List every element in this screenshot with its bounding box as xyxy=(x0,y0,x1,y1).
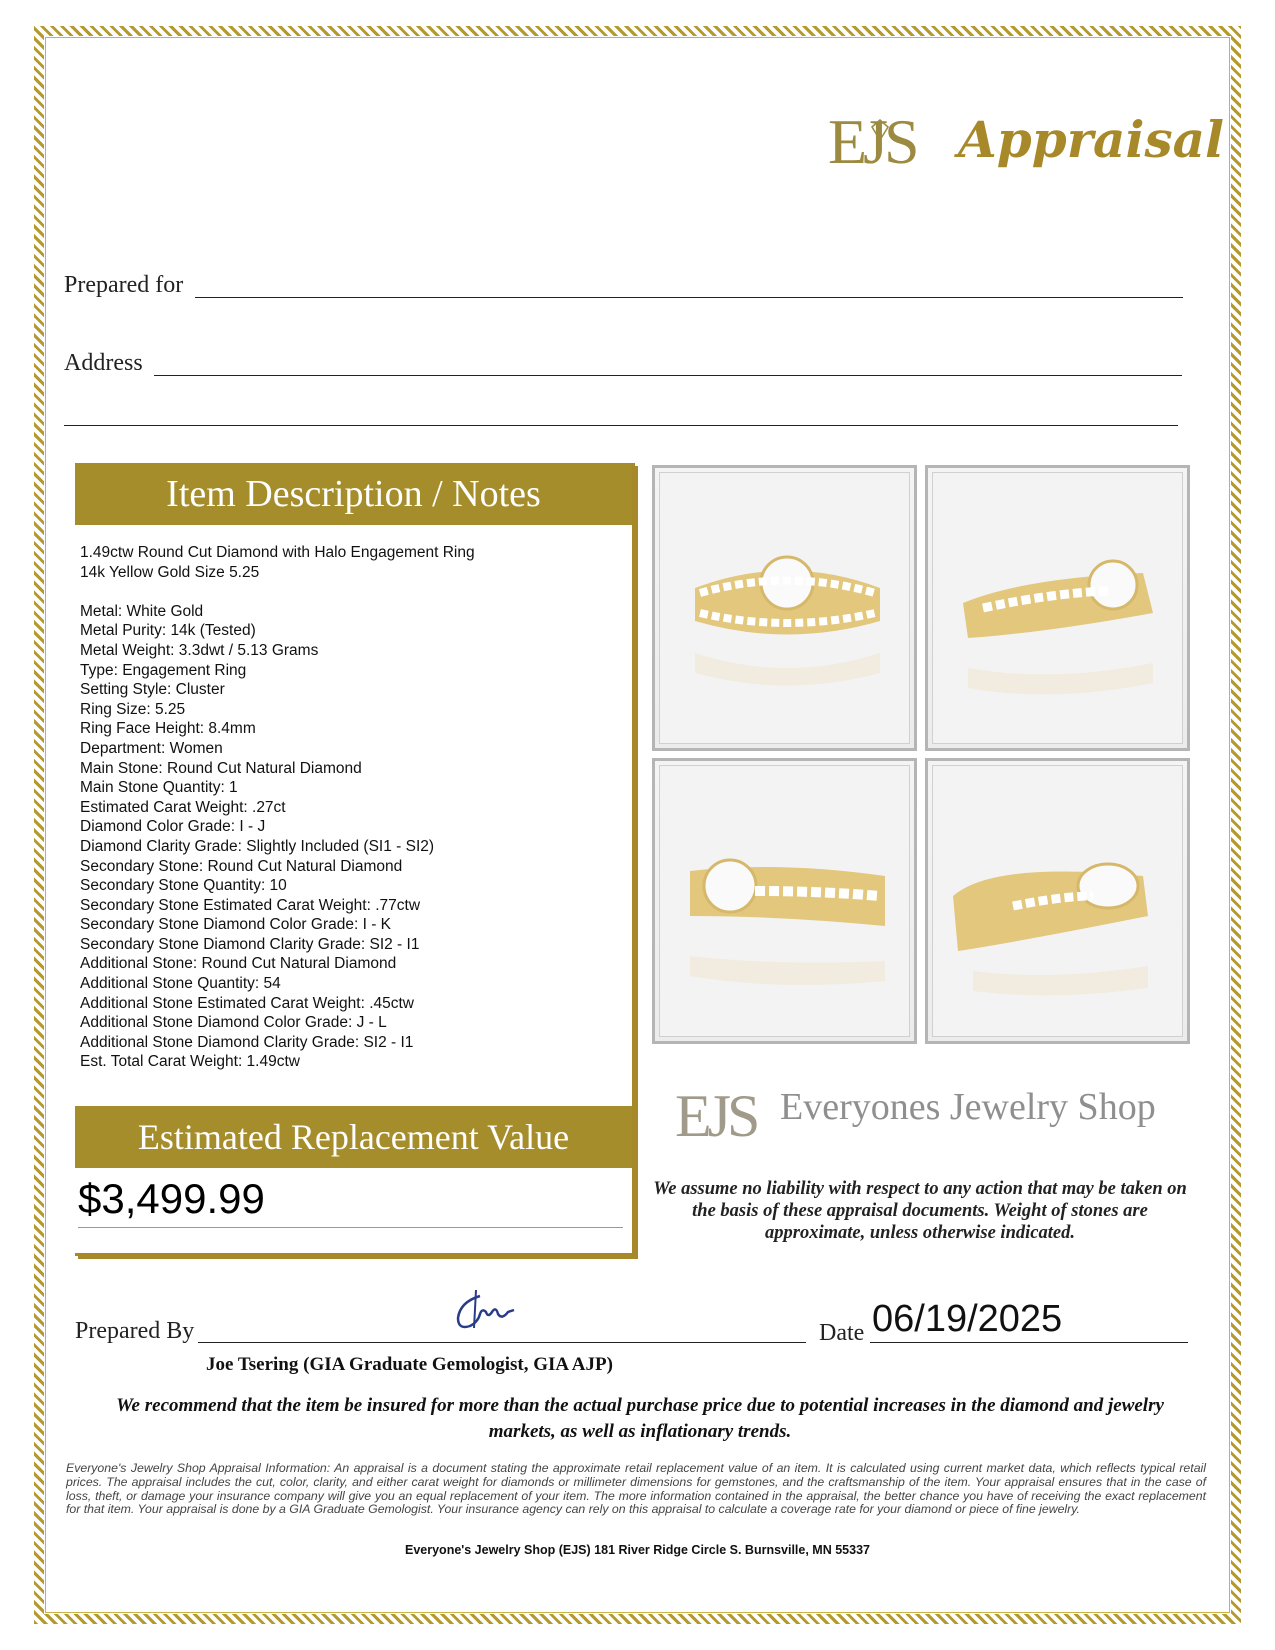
detail-line: Additional Stone Diamond Color Grade: J - L xyxy=(80,1014,387,1032)
prepared-for-label: Prepared for xyxy=(64,272,184,298)
detail-line: Est. Total Carat Weight: 1.49ctw xyxy=(80,1053,300,1071)
ring-image xyxy=(933,766,1188,1042)
value-underline xyxy=(78,1227,623,1228)
detail-line: Additional Stone Estimated Carat Weight: .45ctw xyxy=(80,994,414,1012)
detail-line: Metal Purity: 14k (Tested) xyxy=(80,622,256,640)
detail-line: Department: Women xyxy=(80,739,223,757)
ring-photo-side xyxy=(925,465,1190,751)
replacement-value-title: Estimated Replacement Value xyxy=(75,1106,632,1168)
detail-line: Type: Engagement Ring xyxy=(80,661,247,679)
detail-line: Estimated Carat Weight: .27ct xyxy=(80,798,286,816)
date-value: 06/19/2025 xyxy=(872,1298,1063,1340)
detail-line: Secondary Stone Diamond Clarity Grade: SI2 - I1 xyxy=(80,935,420,953)
ring-photo-angle xyxy=(652,758,917,1044)
detail-line: Main Stone Quantity: 1 xyxy=(80,779,238,797)
detail-line: Secondary Stone Diamond Color Grade: I - K xyxy=(80,916,392,934)
detail-line: Main Stone: Round Cut Natural Diamond xyxy=(80,759,362,777)
address-field-line-2[interactable] xyxy=(64,425,1178,426)
prepared-by-field[interactable] xyxy=(198,1342,806,1343)
ring-image xyxy=(660,766,915,1042)
detail-line: Additional Stone Quantity: 54 xyxy=(80,975,281,993)
item-description-title: Item Description / Notes xyxy=(75,463,632,525)
shop-logo: EJS xyxy=(675,1083,757,1149)
detail-line: Ring Size: 5.25 xyxy=(80,700,186,718)
item-details xyxy=(80,543,620,1072)
prepared-by-label: Prepared By xyxy=(75,1318,195,1344)
detail-line: Metal: White Gold xyxy=(80,602,204,620)
detail-line: Setting Style: Cluster xyxy=(80,681,225,699)
insurance-recommendation: We recommend that the item be insured for more than the actual purchase price due to potential increases in the diamond and jewelry markets, as well as inflationary trends. xyxy=(116,1395,1164,1442)
signature-icon xyxy=(450,1288,525,1336)
detail-line: Additional Stone: Round Cut Natural Diamond xyxy=(80,955,397,973)
detail-line: 14k Yellow Gold Size 5.25 xyxy=(80,563,260,581)
ring-photo-profile xyxy=(925,758,1190,1044)
replacement-value: $3,499.99 xyxy=(78,1175,265,1222)
prepared-for-field[interactable] xyxy=(195,297,1183,298)
detail-line xyxy=(80,582,620,602)
address-label: Address xyxy=(64,350,143,376)
ejs-logo: EJS xyxy=(828,106,916,177)
detail-line: Ring Face Height: 8.4mm xyxy=(80,720,256,738)
detail-line: 1.49ctw Round Cut Diamond with Halo Engagement Ring xyxy=(80,544,475,561)
detail-line: Diamond Color Grade: I - J xyxy=(80,818,266,836)
detail-line: Diamond Clarity Grade: Slightly Included (SI1 - SI2) xyxy=(80,837,435,855)
detail-line: Additional Stone Diamond Clarity Grade: SI2 - I1 xyxy=(80,1033,414,1051)
ring-image xyxy=(660,473,915,749)
detail-line: Secondary Stone Estimated Carat Weight: .77ctw xyxy=(80,896,421,914)
liability-disclaimer: We assume no liability with respect to any action that may be taken on the basis of these appraisal documents. Weight of stones are approximate, unless otherwise indicated. xyxy=(653,1179,1187,1243)
detail-line: Secondary Stone: Round Cut Natural Diamond xyxy=(80,857,403,875)
date-field[interactable] xyxy=(870,1342,1188,1343)
ring-photo-front xyxy=(652,465,917,751)
detail-line: Secondary Stone Quantity: 10 xyxy=(80,877,287,895)
shop-address: Everyone's Jewelry Shop (EJS) 181 River Ridge Circle S. Burnsville, MN 55337 xyxy=(405,1543,870,1557)
appraisal-fineprint: Everyone's Jewelry Shop Appraisal Information: An appraisal is a document stating the approximate retail replacement value of an item. It is calculated using current market data, which reflects typical retail prices. The appraisal includes the cut, color, clarity, and either carat weight for diamonds or millimeter dimensions for gemstones, and the craftsmanship of the item. Your appraisal ensures that in the case of loss, theft, or damage your insurance company will give you an equal replacement of your item. The more information contained in the appraisal, the better chance you have of receiving the exact replacement for that item. Your appraisal is done by a GIA Graduate Gemologist. Your insurance agency can rely on this appraisal to calculate a coverage rate for your diamond or piece of fine jewelry. xyxy=(66,1461,1206,1517)
address-field-line-1[interactable] xyxy=(154,375,1182,376)
ring-image xyxy=(933,473,1188,749)
date-label: Date xyxy=(819,1320,865,1346)
diamond-icon xyxy=(868,118,892,142)
detail-line: Metal Weight: 3.3dwt / 5.13 Grams xyxy=(80,641,319,659)
appraisal-title: Appraisal xyxy=(958,110,1224,169)
gemologist-name: Joe Tsering (GIA Graduate Gemologist, GIA AJP) xyxy=(206,1354,613,1375)
shop-name: Everyones Jewelry Shop xyxy=(780,1086,1156,1128)
